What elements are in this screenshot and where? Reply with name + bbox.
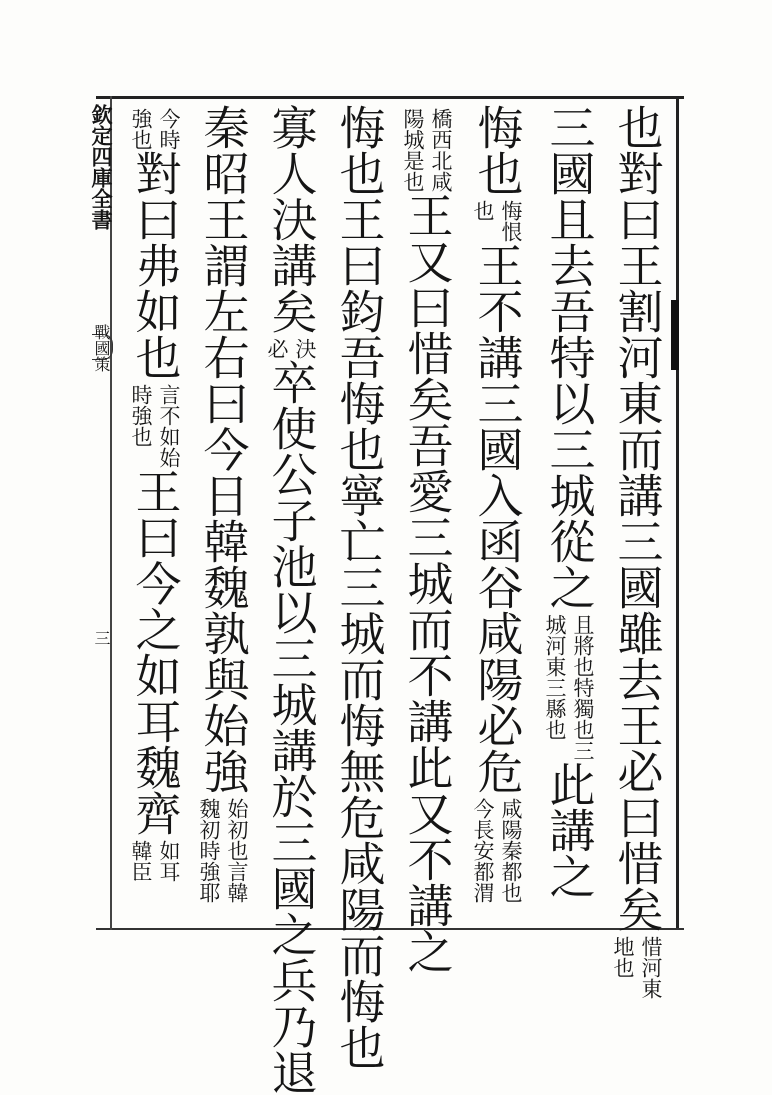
main-text: 卒使公子池以三城講於三國之兵乃退 [264, 359, 319, 1095]
commentary [471, 200, 523, 242]
commentary-line: 今長安都渭 [471, 798, 495, 903]
commentary-line: 橋西北咸 [429, 108, 453, 192]
commentary-line: 強也 [129, 108, 153, 150]
commentary-line: 始初也言韓 [225, 798, 249, 903]
commentary-line: 陽城是也 [401, 108, 425, 192]
text-column-1 [608, 104, 666, 999]
main-text: 此講之 [542, 761, 597, 899]
text-column-4 [398, 104, 456, 974]
frame-top-border [96, 96, 684, 99]
text-column-3 [468, 104, 526, 903]
commentary-line: 必 [265, 338, 289, 359]
commentary-line: 悔恨 [499, 200, 523, 242]
text-column-8 [126, 104, 184, 882]
commentary-line: 地也 [611, 936, 635, 978]
main-text: 寡人決講矣 [264, 104, 319, 334]
book-title: 欽定四庫全書 [89, 104, 114, 230]
frame-right-mark [671, 300, 679, 370]
frame-bottom-border [96, 928, 684, 930]
commentary-line: 決 [293, 338, 317, 359]
commentary-line: 今時 [157, 108, 181, 150]
main-text: 王不講三國入函谷咸陽必危 [470, 242, 525, 794]
commentary-line: 且將也特獨也三 [571, 614, 595, 761]
main-text: 三國且去吾特以三城從之 [542, 104, 597, 610]
page-number: 三 [92, 630, 111, 646]
commentary [129, 384, 181, 468]
commentary [543, 614, 595, 761]
main-text: 秦昭王謂左右曰今日韓魏孰與始強 [196, 104, 251, 794]
section-title: 戰國策 [92, 324, 111, 372]
commentary-line: 言不如始 [157, 384, 181, 468]
margin-column [90, 104, 112, 646]
commentary [129, 108, 181, 150]
commentary-line: 城河東三縣也 [543, 614, 567, 740]
text-column-6 [262, 104, 320, 1095]
commentary-line: 如耳 [157, 840, 181, 882]
text-column-2 [540, 104, 598, 899]
commentary-line: 咸陽秦都也 [499, 798, 523, 903]
commentary [401, 108, 453, 192]
commentary [265, 338, 317, 359]
commentary [471, 798, 523, 903]
main-text: 也對曰王割河東而講三國雖去王必曰惜矣 [610, 104, 665, 932]
main-text: 悔也 [470, 104, 525, 196]
commentary [129, 840, 181, 882]
main-text: 悔也王曰鈞吾悔也寧亡三城而悔無危咸陽而悔也 [332, 104, 387, 1070]
main-text: 對曰弗如也 [128, 150, 183, 380]
commentary [197, 798, 249, 903]
commentary [611, 936, 663, 999]
commentary-line: 魏初時強耶 [197, 798, 221, 903]
text-column-7 [194, 104, 252, 903]
commentary-line: 韓臣 [129, 840, 153, 882]
text-column-5 [330, 104, 388, 1070]
main-text: 王又曰惜矣吾愛三城而不講此又不講之 [400, 192, 455, 974]
frame-right-border [676, 96, 679, 928]
commentary-line: 時強也 [129, 384, 153, 447]
main-text: 王曰今之如耳魏齊 [128, 468, 183, 836]
commentary-line: 惜河東 [639, 936, 663, 999]
commentary-line: 也 [471, 200, 495, 221]
